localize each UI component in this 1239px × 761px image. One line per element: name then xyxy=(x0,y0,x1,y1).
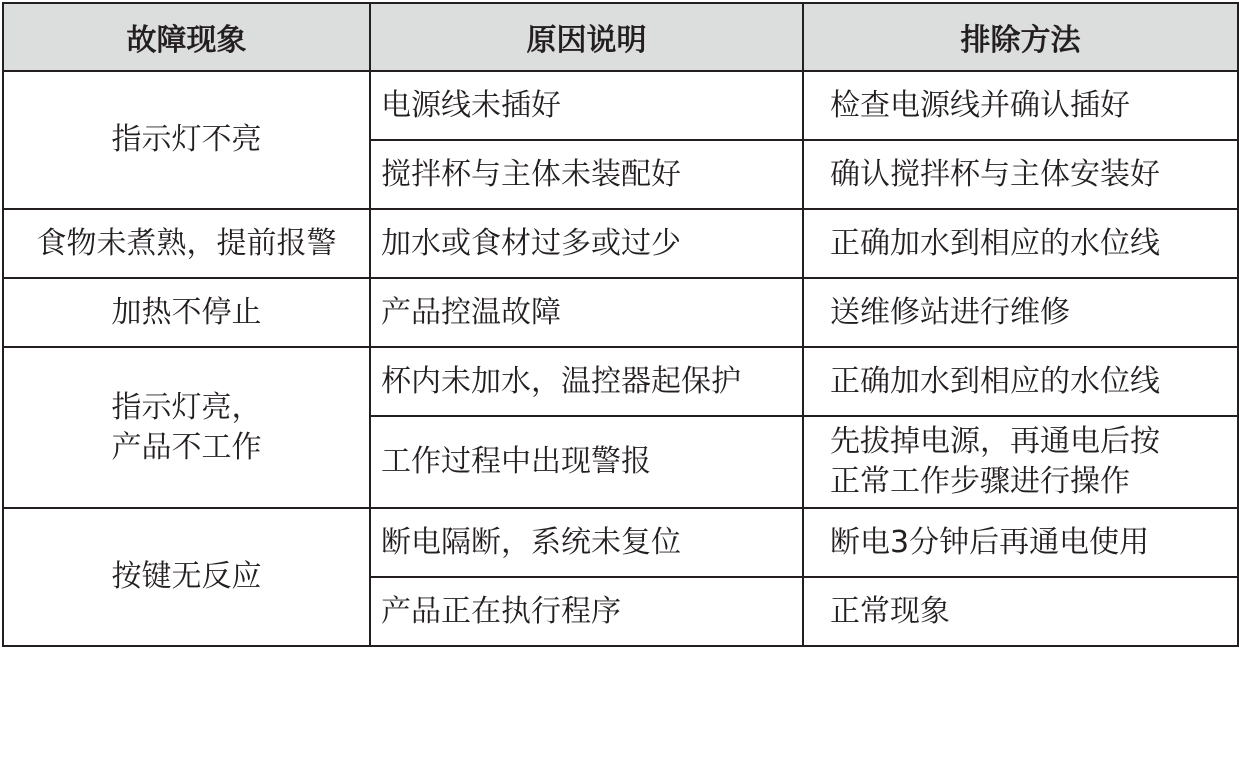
table-row xyxy=(3,71,1238,140)
symptom-cell xyxy=(3,508,370,646)
fix-cell: 检查电源线并确认插好 xyxy=(803,71,1238,140)
table-row xyxy=(3,347,1238,416)
fix-text-line-1: 先拔掉电源，再通电后按 xyxy=(830,424,1160,459)
symptom-text-line-1: 指示灯亮， xyxy=(111,389,262,425)
fix-cell: 送维修站进行维修 xyxy=(803,278,1238,347)
symptom-text: 按键无反应 xyxy=(111,559,262,594)
header-symptom: 故障现象 xyxy=(3,3,370,71)
table-row xyxy=(3,278,1238,347)
symptom-cell xyxy=(3,71,370,209)
symptom-text: 指示灯不亮 xyxy=(111,122,262,157)
cause-cell: 产品控温故障 xyxy=(370,278,803,347)
table-row xyxy=(3,209,1238,278)
table-row xyxy=(3,508,1238,577)
cause-cell: 电源线未插好 xyxy=(370,71,803,140)
symptom-cell xyxy=(3,209,370,278)
header-row xyxy=(3,3,1238,71)
symptom-cell xyxy=(3,278,370,347)
troubleshooting-table xyxy=(2,2,1239,647)
symptom-text: 食物未煮熟，提前报警 xyxy=(36,225,337,261)
fix-cell: 断电3分钟后再通电使用 xyxy=(803,508,1238,577)
cause-cell: 杯内未加水，温控器起保护 xyxy=(370,347,803,416)
fix-cell: 正常现象 xyxy=(803,577,1238,646)
cause-cell: 工作过程中出现警报 xyxy=(370,416,803,508)
fix-cell: 确认搅拌杯与主体安装好 xyxy=(803,140,1238,209)
symptom-cell xyxy=(3,347,370,508)
symptom-text: 加热不停止 xyxy=(111,294,262,330)
cause-cell: 加水或食材过多或过少 xyxy=(370,209,803,278)
cause-cell: 产品正在执行程序 xyxy=(370,577,803,646)
fix-cell xyxy=(803,416,1238,508)
header-fix: 排除方法 xyxy=(803,3,1238,71)
symptom-text-line-2: 产品不工作 xyxy=(111,429,262,465)
cause-cell: 搅拌杯与主体未装配好 xyxy=(370,140,803,209)
fix-text-line-2: 正常工作步骤进行操作 xyxy=(830,464,1130,499)
cause-cell: 断电隔断，系统未复位 xyxy=(370,508,803,577)
fix-cell: 正确加水到相应的水位线 xyxy=(803,347,1238,416)
fix-cell: 正确加水到相应的水位线 xyxy=(803,209,1238,278)
header-cause: 原因说明 xyxy=(370,3,803,71)
